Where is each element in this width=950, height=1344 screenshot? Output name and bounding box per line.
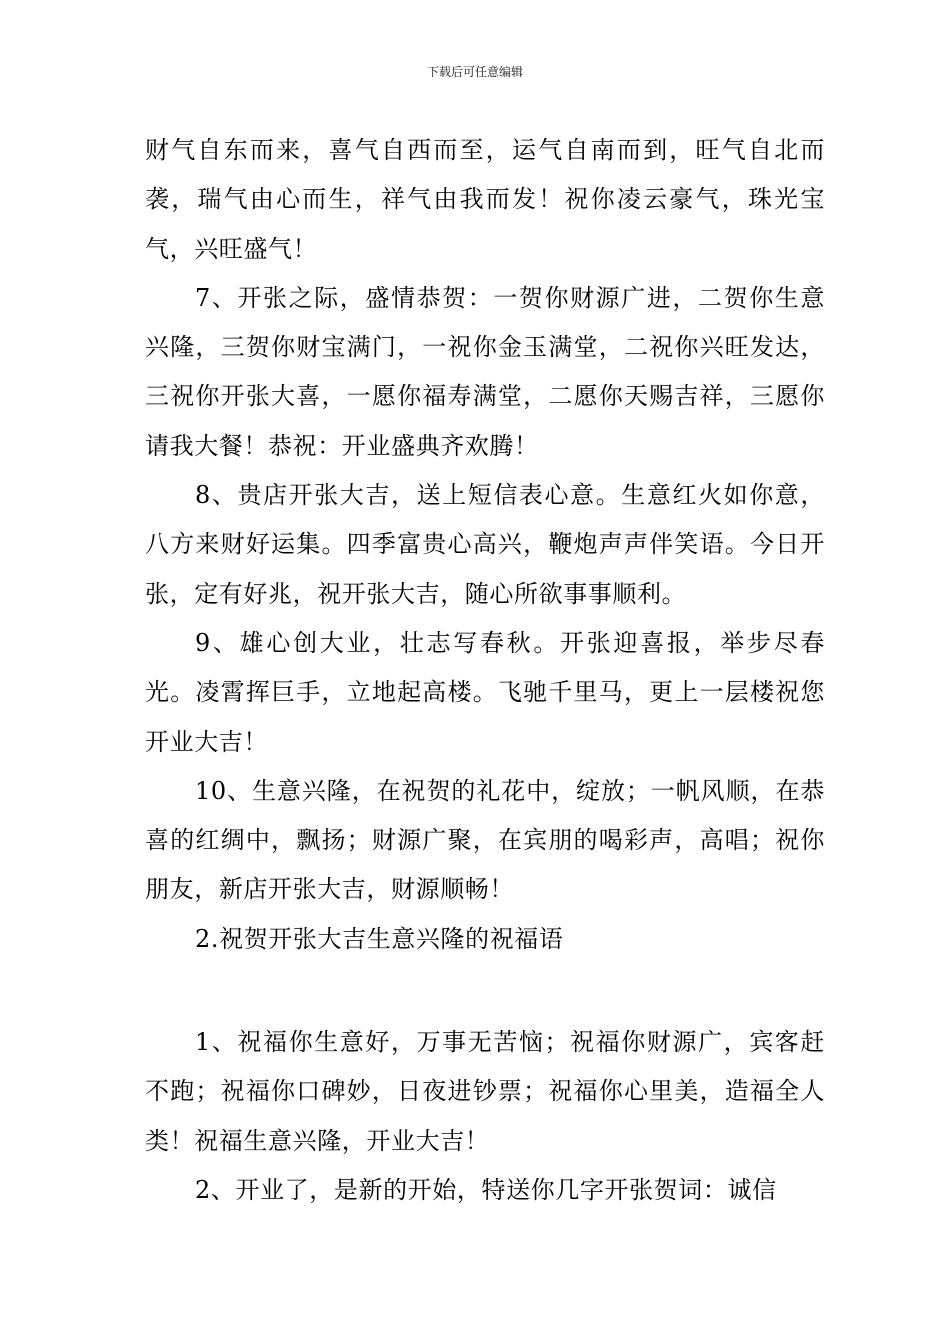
paragraph-item-1: 1、祝福你生意好，万事无苦恼；祝福你财源广，宾客赶不跑；祝福你口碑妙，日夜进钞票；祝福你心里美，造福全人类！祝福生意兴隆，开业大吉！ [145, 1028, 825, 1155]
paragraph-continued: 财气自东而来，喜气自西而至，运气自南而到，旺气自北而袭，瑞气由心而生，祥气由我而发！祝你凌云豪气，珠光宝气，兴旺盛气！ [145, 136, 825, 263]
section-spacer [145, 964, 825, 1018]
page-header: 下载后可任意编辑 [426, 65, 523, 79]
document-body [145, 126, 825, 1215]
paragraph-item-8: 8、贵店开张大吉，送上短信表心意。生意红火如你意，八方来财好运集。四季富贵心高兴，鞭炮声声伴笑语。今日开张，定有好兆，祝开张大吉，随心所欲事事顺利。 [145, 481, 825, 608]
paragraph-item-10: 10、生意兴隆，在祝贺的礼花中，绽放；一帆风顺，在恭喜的红绸中，飘扬；财源广聚，在宾朋的喝彩声，高唱；祝你朋友，新店开张大吉，财源顺畅！ [145, 776, 825, 904]
paragraph-item-7: 7、开张之际，盛情恭贺：一贺你财源广进，二贺你生意兴隆，三贺你财宝满门，一祝你金玉满堂，二祝你兴旺发达，三祝你开张大喜，一愿你福寿满堂，二愿你天赐吉祥，三愿你请我大餐！恭祝：开业盛典齐欢腾！ [145, 283, 825, 460]
paragraph-item-9: 9、雄心创大业，壮志写春秋。开张迎喜报，举步尽春光。凌霄挥巨手，立地起高楼。飞驰千里马，更上一层楼祝您开业大吉！ [145, 628, 825, 756]
paragraph-item-2: 2、开业了，是新的开始，特送你几字开张贺词：诚信 [195, 1175, 777, 1204]
section-heading: 2.祝贺开张大吉生意兴隆的祝福语 [195, 924, 564, 953]
